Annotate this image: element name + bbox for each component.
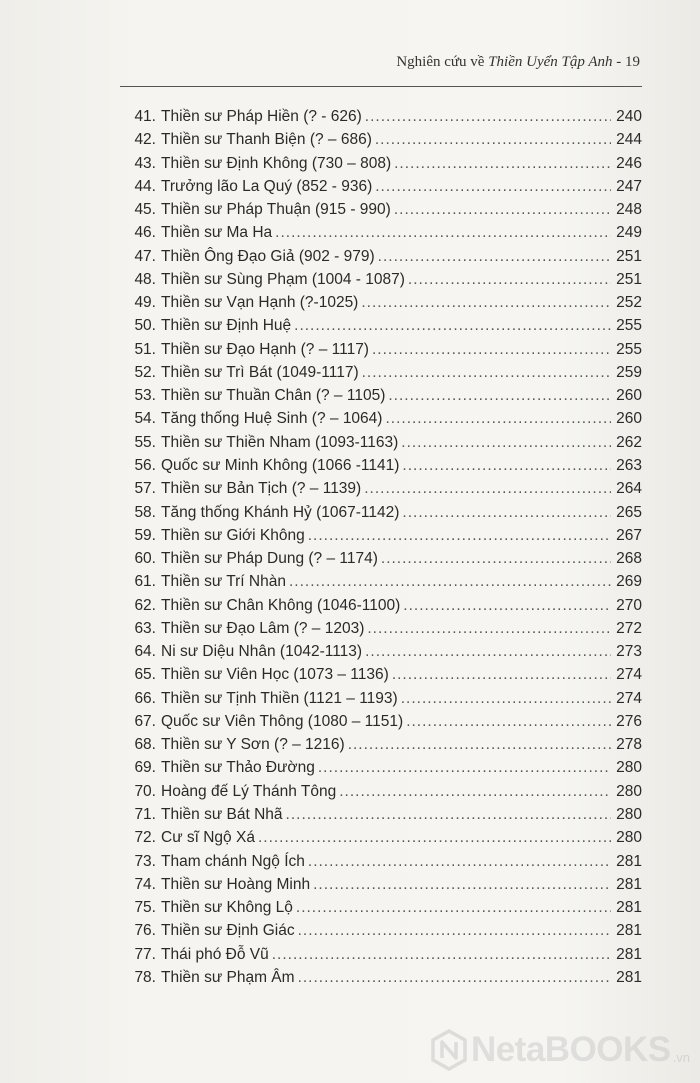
toc-entry-number: 52. [134, 363, 156, 381]
toc-entry-page: 255 [616, 317, 642, 335]
toc-entry [120, 896, 642, 919]
toc-entry-page: 281 [616, 922, 642, 940]
toc-entry [120, 919, 642, 942]
toc-entry [120, 291, 642, 314]
toc-entry-title: Thiền sư Sùng Phạm (1004 - 1087) [161, 270, 405, 288]
toc-leader-dots [348, 733, 611, 756]
running-header-page-number: - 19 [612, 54, 640, 70]
toc-entry-number: 71. [134, 805, 156, 823]
toc-entry [120, 594, 642, 617]
toc-entry-number: 57. [134, 480, 156, 498]
toc-entry-number: 60. [134, 550, 156, 568]
toc-leader-dots [275, 221, 611, 244]
toc-leader-dots [381, 547, 611, 570]
toc-entry-number: 43. [134, 154, 156, 172]
toc-leader-dots [308, 524, 611, 547]
toc-entry-page: 251 [616, 247, 642, 265]
toc-entry-title: Thiền sư Định Không (730 – 808) [161, 154, 392, 172]
toc-entry-title: Thiền sư Không Lộ [161, 899, 293, 917]
running-header-book-title: Thiền Uyển Tập Anh [488, 54, 613, 70]
toc-entry-title: Hoàng đế Lý Thánh Tông [161, 782, 337, 800]
toc-entry-page: 276 [616, 712, 642, 730]
toc-entry-page: 273 [616, 643, 642, 661]
toc-leader-dots [365, 640, 611, 663]
toc-entry-number: 72. [134, 829, 156, 847]
toc-entry-page: 249 [616, 224, 642, 242]
toc-entry-title: Thái phó Đỗ Vũ [161, 945, 269, 963]
watermark-brand: NetaBOOKS [470, 1030, 671, 1069]
toc-entry-page: 274 [616, 689, 642, 707]
toc-leader-dots [298, 966, 611, 989]
toc-entry-page: 281 [616, 899, 642, 917]
toc-leader-dots [394, 198, 611, 221]
toc-entry-page: 246 [616, 154, 642, 172]
toc-entry-number: 59. [134, 526, 156, 544]
toc-leader-dots [365, 105, 611, 128]
toc-entry [120, 175, 642, 198]
toc-entry-number: 77. [134, 945, 156, 963]
toc-leader-dots [372, 338, 611, 361]
toc-entry-page: 270 [616, 596, 642, 614]
toc-entry [120, 617, 642, 640]
toc-entry-number: 61. [134, 573, 156, 591]
toc-leader-dots [318, 756, 611, 779]
toc-leader-dots [296, 896, 611, 919]
toc-entry-title: Thiền sư Bản Tịch (? – 1139) [161, 480, 362, 498]
toc-entry [120, 850, 642, 873]
toc-entry-title: Thiền sư Thuần Chân (? – 1105) [161, 387, 386, 405]
toc-entry-page: 281 [616, 852, 642, 870]
toc-entry-page: 265 [616, 503, 642, 521]
toc-entry [120, 431, 642, 454]
toc-entry-number: 56. [134, 456, 156, 474]
toc-entry-title: Tăng thống Khánh Hỷ (1067-1142) [161, 503, 400, 521]
toc-entry-page: 252 [616, 294, 642, 312]
toc-leader-dots [402, 501, 611, 524]
toc-entry-number: 62. [134, 596, 156, 614]
toc-entry-page: 280 [616, 759, 642, 777]
toc-entry-page: 274 [616, 666, 642, 684]
toc-entry [120, 710, 642, 733]
toc-entry [120, 198, 642, 221]
toc-entry [120, 314, 642, 337]
toc-leader-dots [401, 431, 611, 454]
toc-entry-number: 69. [134, 759, 156, 777]
toc-entry [120, 943, 642, 966]
toc-entry-number: 42. [134, 131, 156, 149]
toc-entry [120, 221, 642, 244]
table-of-contents [120, 105, 642, 989]
toc-leader-dots [362, 361, 611, 384]
toc-entry-number: 75. [134, 899, 156, 917]
toc-entry-title: Thiền sư Pháp Hiền (? - 626) [161, 108, 362, 125]
toc-entry-title: Ni sư Diệu Nhân (1042-1113) [161, 643, 363, 661]
watermark-domain-suffix: .vn [672, 1050, 690, 1065]
toc-entry-title: Thiền sư Định Giác [161, 922, 295, 940]
toc-entry [120, 384, 642, 407]
toc-entry-page: 269 [616, 573, 642, 591]
toc-leader-dots [388, 384, 611, 407]
toc-entry-title: Thiền sư Y Sơn (? – 1216) [161, 736, 345, 754]
toc-entry-title: Thiền sư Thảo Đường [161, 759, 315, 777]
toc-entry-number: 45. [134, 201, 156, 219]
toc-entry [120, 407, 642, 430]
toc-entry-title: Thiền sư Định Huệ [161, 317, 292, 335]
toc-entry [120, 524, 642, 547]
toc-entry [120, 873, 642, 896]
toc-entry-number: 46. [134, 224, 156, 242]
toc-entry-number: 70. [134, 782, 156, 800]
toc-entry-number: 63. [134, 619, 156, 637]
toc-entry-number: 54. [134, 410, 156, 428]
toc-entry-title: Thiền sư Ma Ha [161, 224, 273, 242]
toc-entry-page: 255 [616, 340, 642, 358]
toc-leader-dots [375, 175, 611, 198]
toc-leader-dots [403, 594, 611, 617]
toc-entry [120, 780, 642, 803]
toc-entry-title: Thiền sư Viên Học (1073 – 1136) [161, 666, 389, 684]
toc-entry-title: Thiền sư Thanh Biện (? – 686) [161, 131, 372, 149]
toc-entry [120, 803, 642, 826]
toc-entry-number: 78. [134, 968, 156, 986]
toc-entry-page: 263 [616, 456, 642, 474]
toc-entry [120, 826, 642, 849]
toc-entry-title: Quốc sư Minh Không (1066 -1141) [161, 456, 400, 474]
toc-leader-dots [408, 268, 611, 291]
toc-entry-number: 47. [134, 247, 156, 265]
toc-leader-dots [378, 245, 611, 268]
toc-entry-title: Thiền sư Giới Không [161, 526, 305, 544]
toc-entry [120, 547, 642, 570]
toc-entry [120, 152, 642, 175]
toc-entry-number: 65. [134, 666, 156, 684]
toc-entry-page: 264 [616, 480, 642, 498]
toc-entry-page: 280 [616, 805, 642, 823]
toc-leader-dots [286, 803, 611, 826]
toc-entry-title: Quốc sư Viên Thông (1080 – 1151) [161, 712, 404, 730]
toc-entry-number: 41. [134, 108, 156, 125]
toc-entry [120, 756, 642, 779]
toc-leader-dots [298, 919, 611, 942]
toc-entry-title: Thiền Ông Đạo Giả (902 - 979) [161, 247, 375, 265]
toc-entry [120, 454, 642, 477]
hexagon-n-icon [431, 1029, 467, 1071]
toc-entry-number: 58. [134, 503, 156, 521]
toc-leader-dots [401, 687, 611, 710]
toc-leader-dots [367, 617, 611, 640]
toc-leader-dots [361, 291, 611, 314]
toc-entry-page: 272 [616, 619, 642, 637]
toc-entry [120, 477, 642, 500]
toc-entry-title: Tham chánh Ngộ Ích [161, 852, 305, 870]
toc-entry-title: Thiền sư Tịnh Thiền (1121 – 1193) [161, 689, 398, 707]
toc-entry [120, 966, 642, 989]
toc-entry-number: 66. [134, 689, 156, 707]
toc-entry-page: 280 [616, 782, 642, 800]
toc-entry [120, 245, 642, 268]
toc-entry-page: 248 [616, 201, 642, 219]
toc-entry [120, 361, 642, 384]
toc-leader-dots [308, 850, 611, 873]
toc-entry-page: 240 [616, 108, 642, 125]
toc-entry [120, 687, 642, 710]
toc-entry [120, 570, 642, 593]
toc-entry-number: 74. [134, 875, 156, 893]
toc-entry-title: Tăng thống Huệ Sinh (? – 1064) [161, 410, 383, 428]
toc-entry-number: 44. [134, 177, 156, 195]
running-header-prefix: Nghiên cứu về [396, 54, 489, 70]
toc-leader-dots [272, 943, 611, 966]
toc-entry-title: Thiền sư Thiền Nham (1093-1163) [161, 433, 399, 451]
toc-entry [120, 128, 642, 151]
toc-leader-dots [402, 454, 611, 477]
toc-entry-title: Thiền sư Pháp Thuận (915 - 990) [161, 201, 391, 219]
toc-entry-page: 281 [616, 945, 642, 963]
toc-entry-title: Thiền sư Vạn Hạnh (?-1025) [161, 294, 359, 312]
running-header [396, 54, 640, 71]
toc-entry [120, 640, 642, 663]
toc-entry-number: 73. [134, 852, 156, 870]
toc-leader-dots [406, 710, 611, 733]
toc-entry-number: 53. [134, 387, 156, 405]
toc-leader-dots [385, 407, 611, 430]
toc-leader-dots [313, 873, 611, 896]
toc-entry-title: Thiền sư Phạm Âm [161, 968, 295, 986]
toc-leader-dots [364, 477, 611, 500]
toc-entry-page: 244 [616, 131, 642, 149]
toc-entry-title: Thiền sư Pháp Dung (? – 1174) [161, 550, 378, 568]
toc-entry-title: Thiền sư Trí Nhàn [161, 573, 286, 591]
toc-entry-number: 49. [134, 294, 156, 312]
toc-entry-page: 260 [616, 410, 642, 428]
toc-entry-page: 259 [616, 363, 642, 381]
toc-entry-title: Trưởng lão La Quý (852 - 936) [161, 177, 373, 195]
toc-entry-page: 251 [616, 270, 642, 288]
toc-entry-title: Thiền sư Đạo Hạnh (? – 1117) [161, 340, 369, 358]
toc-entry [120, 501, 642, 524]
toc-entry-page: 281 [616, 875, 642, 893]
toc-entry-title: Thiền sư Bát Nhã [161, 805, 283, 823]
toc-entry-title: Thiền sư Hoàng Minh [161, 875, 311, 893]
header-rule [120, 86, 642, 87]
toc-entry-title: Thiền sư Chân Không (1046-1100) [161, 596, 401, 614]
toc-entry-number: 67. [134, 712, 156, 730]
watermark [431, 1029, 690, 1071]
toc-entry-page: 267 [616, 526, 642, 544]
toc-leader-dots [392, 663, 611, 686]
toc-entry-page: 280 [616, 829, 642, 847]
toc-entry [120, 663, 642, 686]
toc-entry-number: 64. [134, 643, 156, 661]
toc-entry-page: 281 [616, 968, 642, 986]
toc-leader-dots [294, 314, 611, 337]
toc-entry-number: 51. [134, 340, 156, 358]
toc-entry-title: Cư sĩ Ngộ Xá [161, 829, 255, 847]
toc-entry-page: 260 [616, 387, 642, 405]
toc-entry [120, 268, 642, 291]
toc-leader-dots [289, 570, 611, 593]
toc-leader-dots [258, 826, 611, 849]
toc-entry [120, 733, 642, 756]
toc-leader-dots [339, 780, 611, 803]
toc-entry-page: 247 [616, 177, 642, 195]
toc-entry-number: 55. [134, 433, 156, 451]
toc-entry-number: 48. [134, 270, 156, 288]
toc-entry-number: 50. [134, 317, 156, 335]
toc-entry-page: 268 [616, 550, 642, 568]
toc-entry-title: Thiền sư Đạo Lâm (? – 1203) [161, 619, 365, 637]
toc-entry [120, 105, 642, 128]
toc-entry-title: Thiền sư Trì Bát (1049-1117) [161, 363, 359, 381]
toc-entry-page: 278 [616, 736, 642, 754]
toc-entry-page: 262 [616, 433, 642, 451]
toc-leader-dots [394, 152, 611, 175]
toc-entry-number: 68. [134, 736, 156, 754]
toc-entry [120, 338, 642, 361]
toc-entry-number: 76. [134, 922, 156, 940]
toc-leader-dots [375, 128, 611, 151]
